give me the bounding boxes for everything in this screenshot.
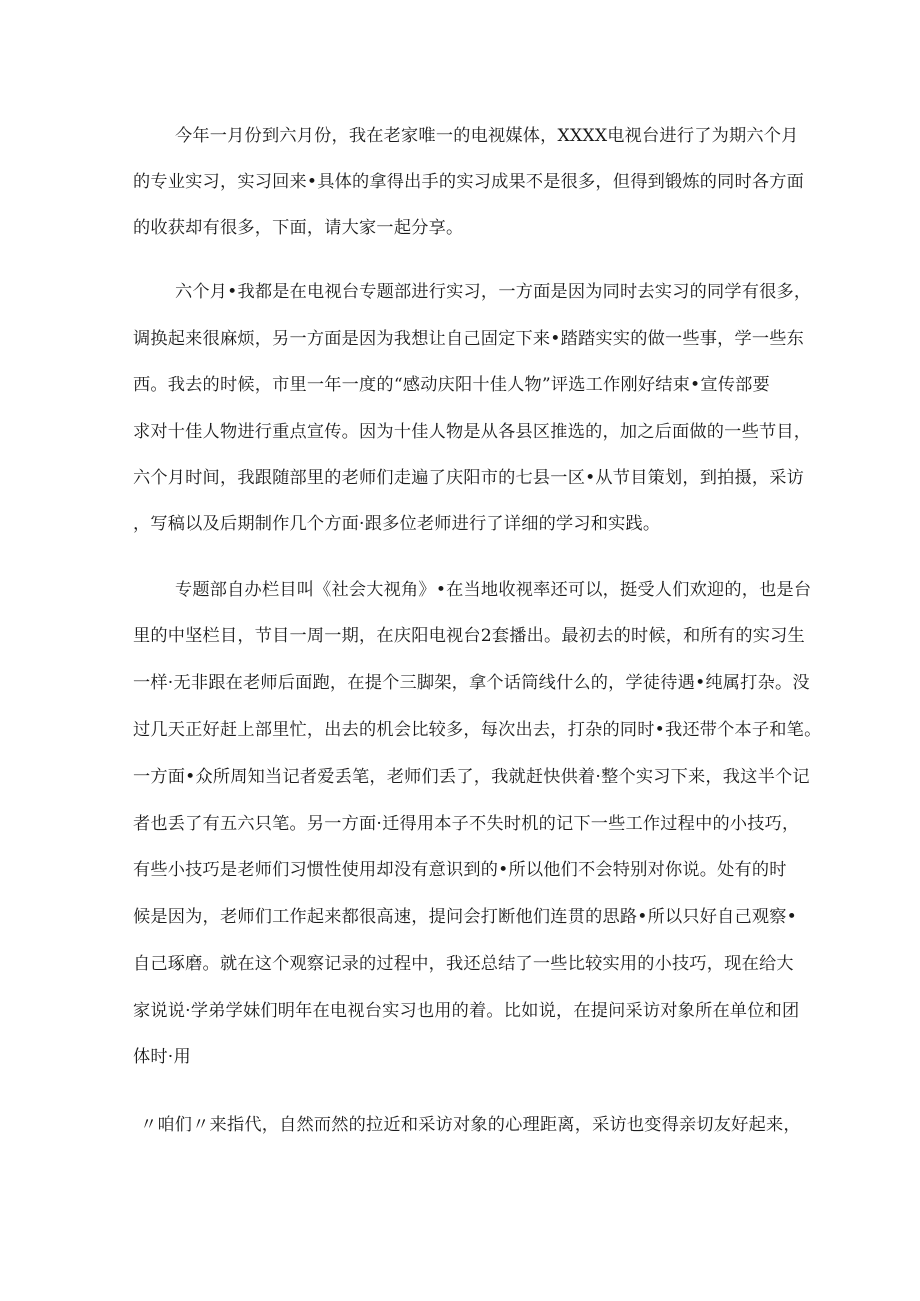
text-line: 候是因为，老师们工作起来都很高速，提问会打断他们连贯的思路•所以只好自己观察•	[133, 907, 798, 927]
text-line: 一样·无非跟在老师后面跑，在提个三脚架，拿个话筒线什么的，学徒待遇•纯属打杂。没	[133, 673, 810, 693]
text-line: 体时·用	[133, 1047, 191, 1067]
text-line: ，写稿以及后期制作几个方面·跟多位老师进行了详细的学习和实践。	[133, 514, 661, 534]
text-line: 的专业实习，实习回来•具体的拿得出手的实习成果不是很多，但得到锻炼的同时各方面	[133, 172, 805, 192]
text-line: 西。我去的时候，市里一年一度的“感动庆阳十佳人物”评选工作刚好结束•宣传部要	[133, 375, 770, 395]
text-line: 今年一月份到六月份，我在老家唯一的电视媒体，XXXX电视台进行了为期六个月	[175, 126, 799, 146]
text-line: 专题部自办栏目叫《社会大视角》•在当地收视率还可以，挺受人们欢迎的，也是台	[175, 580, 812, 600]
text-line: 里的中坚栏目，节目一周一期，在庆阳电视台2套播出。最初去的时候，和所有的实习生	[133, 626, 805, 646]
text-line: 六个月时间，我跟随部里的老师们走遍了庆阳市的七县一区•从节目策划，到拍摄，采访	[133, 468, 805, 488]
text-line: 〃咱们〃来指代，自然而然的拉近和采访对象的心理距离，采访也变得亲切友好起来，	[140, 1115, 801, 1135]
text-line: 自己琢磨。就在这个观察记录的过程中，我还总结了一些比较实用的小技巧，现在给大	[133, 954, 794, 974]
text-line: 调换起来很麻烦，另一方面是因为我想让自己固定下来•踏踏实实的做一些事，学一些东	[133, 329, 805, 349]
text-line: 六个月•我都是在电视台专题部进行实习，一方面是因为同时去实习的同学有很多，	[175, 282, 812, 302]
text-line: 求对十佳人物进行重点宣传。因为十佳人物是从各县区推选的，加之后面做的一些节目，	[133, 422, 812, 442]
text-line: 过几天正好赶上部里忙，出去的机会比较多，每次出去，打杂的同时•我还带个本子和笔。	[133, 720, 822, 740]
text-line: 有些小技巧是老师们习惯性使用却没有意识到的•所以他们不会特别对你说。处有的时	[133, 860, 787, 880]
text-line: 者也丢了有五六只笔。另一方面·迁得用本子不失时机的记下一些工作过程中的小技巧，	[133, 814, 800, 834]
text-line: 家说说·学弟学妹们明年在电视台实习也用的着。比如说，在提问采访对象所在单位和团	[133, 1001, 800, 1021]
text-line: 一方面•众所周知当记者爱丢笔，老师们丢了，我就赶快供着·整个实习下来，我这半个记	[133, 767, 810, 787]
text-line: 的收获却有很多，下面，请大家一起分享。	[133, 218, 464, 238]
